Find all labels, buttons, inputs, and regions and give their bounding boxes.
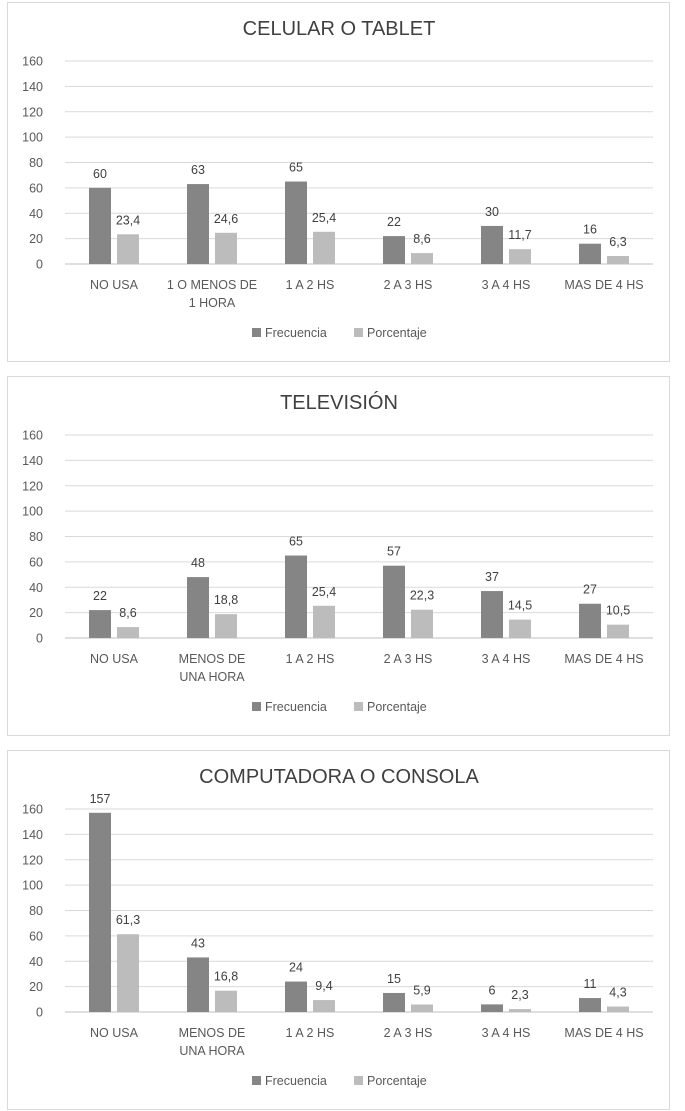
bar-frecuencia [187,577,209,638]
y-tick-label: 120 [22,853,43,868]
bar-frecuencia [579,244,601,264]
bar-porcentaje [509,1009,531,1012]
bar-porcentaje [509,620,531,638]
y-tick-label: 40 [29,206,43,221]
category-label: UNA HORA [179,670,245,684]
data-label: 22,3 [409,588,435,603]
data-label: 14,5 [507,598,533,613]
bar-porcentaje [607,256,629,264]
y-tick-label: 140 [22,827,43,842]
legend-swatch-frecuencia [252,328,261,337]
legend-swatch-porcentaje [354,702,363,711]
category-label: MENOS DE [178,1026,246,1040]
chart-svg-computadora [8,751,671,1111]
bar-frecuencia [383,993,405,1012]
data-label: 157 [89,791,111,806]
data-label: 61,3 [115,913,141,928]
legend-label: Frecuencia [265,1074,327,1088]
data-label: 16 [583,222,597,237]
bar-frecuencia [383,566,405,638]
data-label: 8,6 [119,606,137,621]
data-label: 24,6 [213,211,239,226]
bar-frecuencia [285,982,307,1012]
legend-label: Frecuencia [265,700,327,714]
bar-frecuencia [481,1004,503,1012]
data-label: 4,3 [609,985,627,1000]
category-label: 1 HORA [188,296,236,310]
data-label: 30 [485,204,499,219]
y-tick-label: 20 [29,980,43,995]
bar-frecuencia [383,236,405,264]
y-tick-label: 60 [29,929,43,944]
category-label: 3 A 4 HS [481,1026,531,1040]
data-label: 57 [387,544,401,559]
data-label: 11,7 [508,228,532,243]
category-label: NO USA [90,1026,138,1040]
bar-porcentaje [607,1007,629,1012]
y-tick-label: 140 [22,453,43,468]
data-label: 15 [387,971,401,986]
y-tick-label: 0 [36,631,43,646]
bar-porcentaje [117,627,139,638]
bar-porcentaje [117,934,139,1012]
y-tick-label: 120 [22,479,43,494]
y-tick-label: 60 [29,555,43,570]
data-label: 8,6 [413,232,431,247]
y-tick-label: 40 [29,580,43,595]
bar-porcentaje [313,232,335,264]
category-label: MAS DE 4 HS [564,278,644,292]
y-tick-label: 100 [22,878,43,893]
y-tick-label: 80 [29,156,43,170]
bar-frecuencia [579,604,601,638]
y-tick-label: 80 [29,530,43,544]
category-label: 1 A 2 HS [285,652,335,666]
legend-swatch-frecuencia [252,1076,261,1085]
data-label: 27 [583,582,597,597]
bar-porcentaje [313,606,335,638]
bar-frecuencia [187,957,209,1012]
bar-porcentaje [411,253,433,264]
category-label: 3 A 4 HS [481,278,531,292]
y-tick-label: 60 [29,181,43,196]
legend-label: Porcentaje [367,1074,427,1088]
y-tick-label: 140 [22,79,43,94]
bar-porcentaje [215,614,237,638]
bar-frecuencia [285,182,307,264]
bar-frecuencia [89,188,111,264]
data-label: 18,8 [213,593,239,608]
bar-porcentaje [509,249,531,264]
category-label: MAS DE 4 HS [564,1026,644,1040]
bar-frecuencia [481,226,503,264]
category-label: 3 A 4 HS [481,652,531,666]
chart-panel-television [7,376,670,736]
bar-frecuencia [89,813,111,1012]
bar-porcentaje [215,233,237,264]
y-tick-label: 160 [22,428,43,443]
category-label: 1 A 2 HS [285,278,335,292]
bar-porcentaje [411,610,433,638]
data-label: 9,4 [315,979,333,994]
y-tick-label: 20 [29,606,43,621]
y-tick-label: 160 [22,54,43,69]
y-tick-label: 20 [29,232,43,247]
category-label: MENOS DE [178,652,246,666]
y-tick-label: 120 [22,105,43,120]
data-label: 65 [289,534,303,549]
y-tick-label: 160 [22,802,43,817]
bar-frecuencia [579,998,601,1012]
bar-porcentaje [215,991,237,1012]
data-label: 10,5 [605,603,631,618]
legend-label: Frecuencia [265,326,327,340]
bar-frecuencia [187,184,209,264]
category-label: UNA HORA [179,1044,245,1058]
legend-label: Porcentaje [367,326,427,340]
chart-svg-television [8,377,671,737]
legend-swatch-porcentaje [354,328,363,337]
category-label: 1 O MENOS DE [166,278,258,292]
legend-swatch-frecuencia [252,702,261,711]
data-label: 16,8 [213,969,239,984]
data-label: 60 [93,166,107,181]
data-label: 23,4 [115,213,141,228]
y-tick-label: 100 [22,504,43,519]
category-label: 2 A 3 HS [383,278,433,292]
data-label: 63 [191,163,205,178]
category-label: NO USA [90,652,138,666]
bar-porcentaje [117,234,139,264]
data-label: 24 [289,960,303,975]
chart-panel-celular [7,2,670,362]
data-label: 25,4 [311,210,337,225]
y-tick-label: 100 [22,130,43,145]
data-label: 5,9 [413,983,431,998]
data-label: 43 [191,936,205,951]
data-label: 22 [93,589,107,604]
category-label: 2 A 3 HS [383,652,433,666]
y-tick-label: 80 [29,904,43,918]
data-label: 22 [387,215,401,230]
legend-label: Porcentaje [367,700,427,714]
bar-frecuencia [89,610,111,638]
data-label: 2,3 [511,988,529,1003]
bar-frecuencia [481,591,503,638]
chart-panel-computadora [7,750,670,1110]
category-label: NO USA [90,278,138,292]
legend-swatch-porcentaje [354,1076,363,1085]
y-tick-label: 40 [29,954,43,969]
data-label: 6 [488,983,496,998]
category-label: MAS DE 4 HS [564,652,644,666]
data-label: 37 [485,570,499,585]
data-label: 6,3 [609,235,627,250]
data-label: 65 [289,160,303,175]
y-tick-label: 0 [36,1005,43,1020]
data-label: 25,4 [311,584,337,599]
chart-svg-celular [8,3,671,363]
bar-porcentaje [607,625,629,638]
category-label: 1 A 2 HS [285,1026,335,1040]
y-tick-label: 0 [36,257,43,272]
data-label: 11 [583,977,597,992]
bar-porcentaje [411,1005,433,1012]
chart-title: COMPUTADORA O CONSOLA [199,766,479,788]
chart-title: TELEVISIÓN [280,392,398,414]
data-label: 48 [191,556,205,571]
bar-frecuencia [285,556,307,638]
category-label: 2 A 3 HS [383,1026,433,1040]
chart-title: CELULAR O TABLET [242,18,436,40]
bar-porcentaje [313,1000,335,1012]
